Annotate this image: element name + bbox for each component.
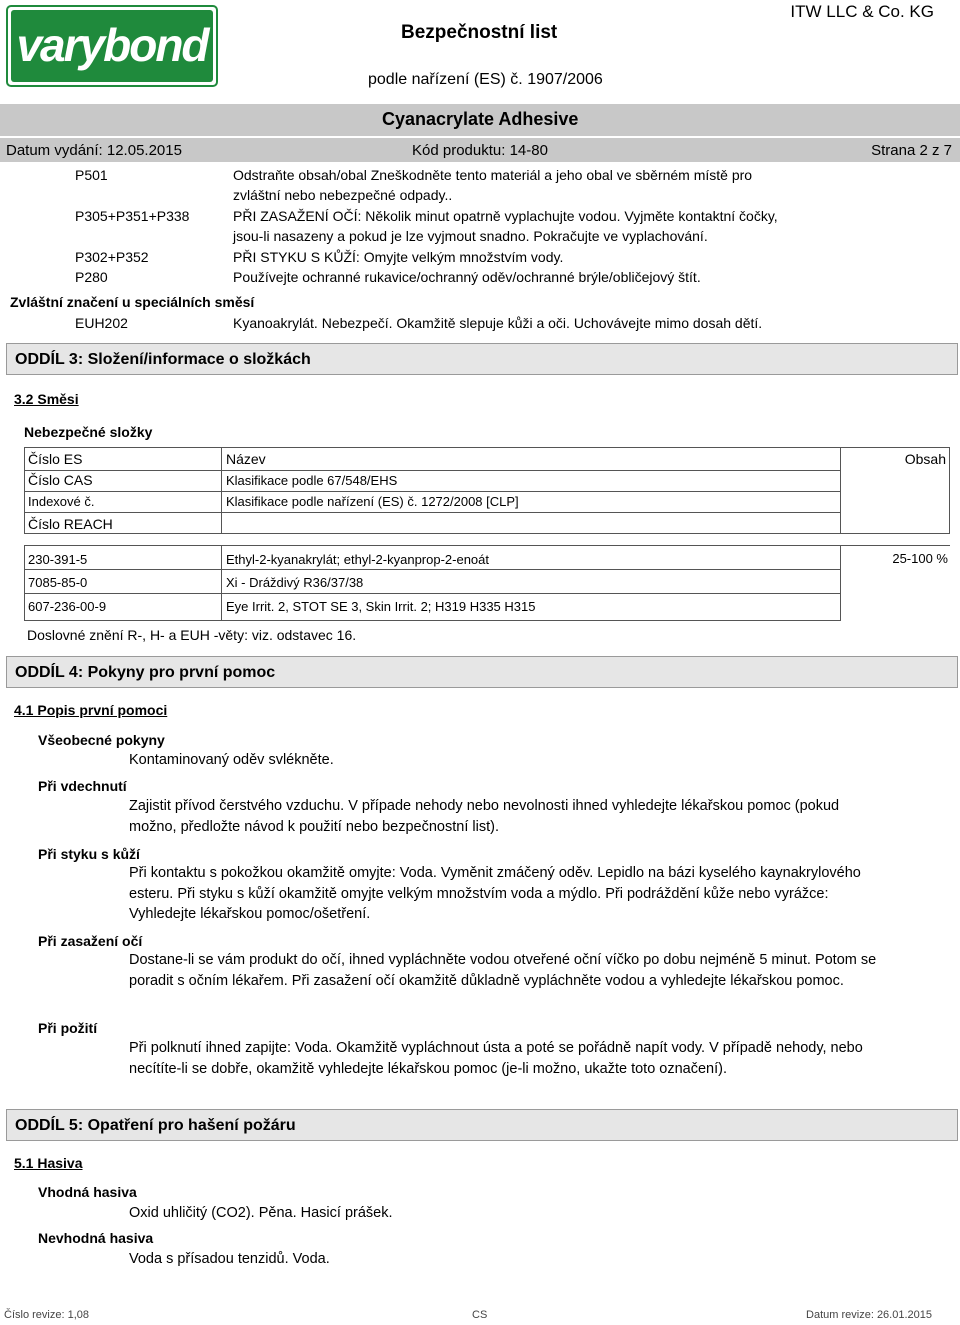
p-text: PŘI ZASAŽENÍ OČÍ: Několik minut opatrně vyplachujte vodou. Vyjměte kontaktní čočky, [233,208,778,224]
euh-text: Kyanoakrylát. Nebezpečí. Okamžitě slepuje kůži a oči. Uchovávejte mimo dosah dětí. [233,315,763,331]
section-3-header [6,343,958,375]
section-5-title: ODDÍL 5: Opatření pro hašení požáru [15,1117,296,1134]
p-text: zvláštní nebo nebezpečné odpady.. [233,187,453,203]
index-number: 607-236-00-9 [28,599,107,614]
first-aid-heading: Při vdechnutí [38,778,127,794]
header-divider [221,447,841,471]
col-header: Číslo REACH [28,516,113,532]
extinguisher-heading: Nevhodná hasiva [38,1230,154,1246]
product-code: Kód produktu: 14-80 [412,142,548,159]
first-aid-text: Zajistit přívod čerstvého vzduchu. V případe nehody nebo nevolnosti ihned vyhledejte lékařskou pomoc (pokud možno, předložte návod k použití nebo bezpečnostní list). [129,798,840,835]
first-aid-heading: Při styku s kůží [38,846,140,862]
col-header-content: Obsah [904,451,946,467]
first-aid-text: Při polknutí ihned zapijte: Voda. Okamžitě vypláchnout ústa a poté se pořádně napít vody. V případě nehody, nebo necítíte-li se dobře, okamžitě vyhledejte lékařskou pomoc (je-li možno, ukažte toto označení). [129,1040,863,1077]
extinguisher-heading: Vhodná hasiva [38,1184,137,1200]
first-aid-heading: Při požití [38,1020,98,1036]
col-header: Indexové č. [28,494,95,509]
p-text: Používejte ochranné rukavice/ochranný oděv/ochranné brýle/obličejový štít. [233,269,701,285]
p-code: P302+P352 [75,249,149,265]
col-header: Klasifikace podle 67/548/EHS [226,473,398,488]
first-aid-heading: Při zasažení očí [38,933,143,949]
cas-number: 7085-85-0 [28,575,88,590]
issue-date: Datum vydání: 12.05.2015 [6,142,182,159]
section-5-header [6,1109,958,1141]
clp-classification: Eye Irrit. 2, STOT SE 3, Skin Irrit. 2; H319 H335 H315 [226,599,536,614]
dsd-classification: Xi - Dráždivý R36/37/38 [226,575,364,590]
extinguisher-text: Oxid uhličitý (CO2). Pěna. Hasicí prášek. [129,1205,393,1221]
page-number: Strana 2 z 7 [871,142,952,159]
p-code: P280 [75,269,108,285]
col-header: Číslo ES [28,451,83,467]
section-4-header [6,656,958,688]
p-code: P305+P351+P338 [75,208,190,224]
r-h-note: Doslovné znění R-, H- a EUH -věty: viz. odstavec 16. [27,627,357,643]
regulation-text: podle nařízení (ES) č. 1907/2006 [368,71,603,88]
content-range: 25-100 % [892,551,948,566]
section-3-2-heading: 3.2 Směsi [14,391,79,407]
p-text: jsou-li nasazeny a pokud je lze vyjmout snadno. Pokračujte ve vyplachování. [233,228,708,244]
p-code: P501 [75,167,108,183]
language-code: CS [472,1309,488,1321]
revision-date: Datum revize: 26.01.2015 [806,1309,932,1321]
first-aid-text: Dostane-li se vám produkt do očí, ihned vypláchněte vodou otveřené oční víčko po dobu nejméně 5 minut. Potom se poradit s očním lékařem. Při zasažení očí okamžitě důkladně vypláchněte vodou a vyhledejte lékařskou pomoc. [129,952,877,989]
col-header: Číslo CAS [28,472,93,488]
logo-text: varybond [16,19,208,71]
document-title: Bezpečnostní list [401,22,558,43]
euh-code: EUH202 [75,315,128,331]
logo-graphic [6,5,218,87]
varybond-logo [6,5,218,87]
col-header: Klasifikace podle nařízení (ES) č. 1272/2008 [CLP] [226,494,519,509]
es-number: 230-391-5 [28,552,88,567]
section-4-1-heading: 4.1 Popis první pomoci [14,702,168,718]
substance-name: Ethyl-2-kyanakrylát; ethyl-2-kyanprop-2-enoát [226,552,490,567]
col-header: Název [226,451,266,467]
section-4-title: ODDÍL 4: Pokyny pro první pomoc [15,664,276,681]
first-aid-heading: Všeobecné pokyny [38,732,165,748]
first-aid-text: Při kontaktu s pokožkou okamžitě omyjte: Voda. Vyměnit zmáčený oděv. Lepidlo na bázi kyselého kaynakrylového esteru. Při styku s kůží okamžitě omyjte velkým množstvím voda a mýdlo. Při podráždění kůže nebo vyrážce: Vyhledejte lékařskou pomoc/ošetření. [129,865,861,922]
p-text: Odstraňte obsah/obal Zneškodněte tento materiál a jeho obal ve sběrném místě pro [233,167,753,183]
components-heading: Nebezpečné složky [24,424,153,440]
product-name: Cyanacrylate Adhesive [382,109,579,129]
extinguisher-text: Voda s přísadou tenzidů. Voda. [129,1251,330,1267]
section-5-1-heading: 5.1 Hasiva [14,1155,83,1171]
revision-number: Číslo revize: 1,08 [4,1309,89,1321]
company-name: ITW LLC & Co. KG [790,2,934,21]
section-3-title: ODDÍL 3: Složení/informace o složkách [15,351,311,368]
first-aid-text: Kontaminovaný oděv svlékněte. [129,752,334,768]
special-heading: Zvláštní značení u speciálních směsí [10,294,255,310]
p-text: PŘI STYKU S KŮŽÍ: Omyjte velkým množstvím vody. [233,249,564,265]
